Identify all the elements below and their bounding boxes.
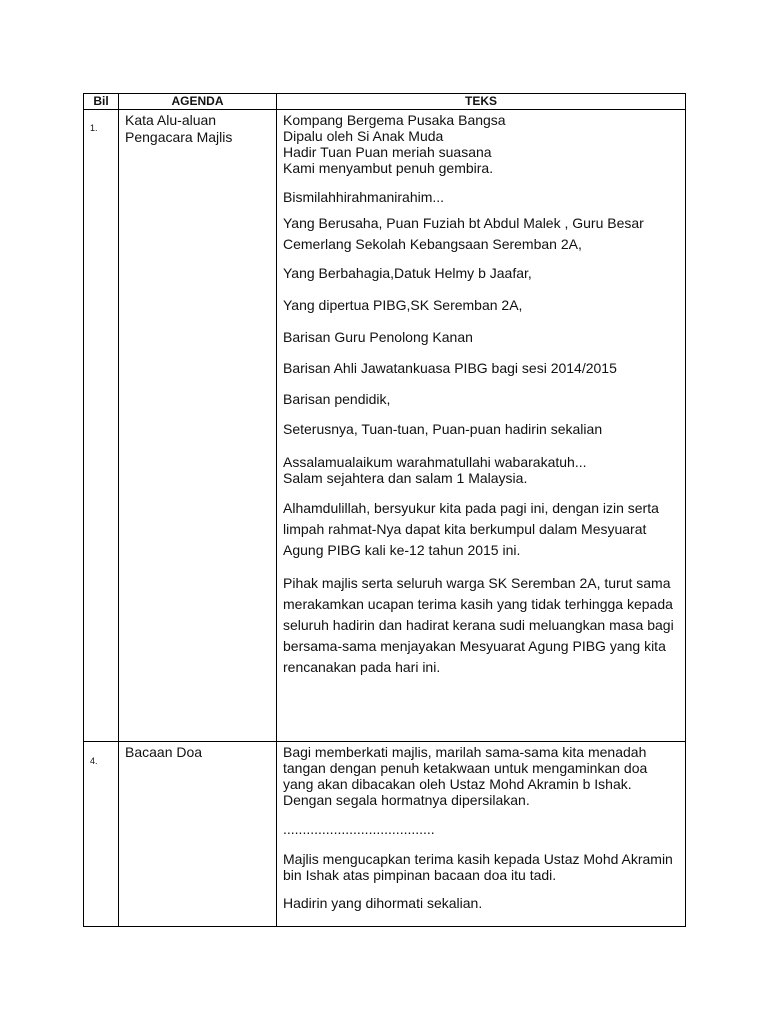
header-bil: Bil	[84, 94, 119, 110]
paragraph: Barisan Guru Penolong Kanan	[283, 329, 473, 345]
header-teks: TEKS	[277, 94, 686, 110]
paragraph: Pihak majlis serta seluruh warga SK Seremban 2A, turut sama merakamkan ucapan terima kasih yang tidak terhingga kepada seluruh hadirin dan hadirat kerana sudi meluangkan masa bagi bersama-sama menjayakan Mesyuarat Agung PIBG yang kita rencanakan pada hari ini.	[283, 575, 674, 675]
agenda-table	[83, 93, 686, 927]
header-agenda: AGENDA	[119, 94, 277, 110]
paragraph: Yang dipertua PIBG,SK Seremban 2A,	[283, 297, 523, 313]
verse-block	[283, 112, 681, 176]
paragraph: Alhamdulillah, bersyukur kita pada pagi ini, dengan izin serta limpah rahmat-Nya dapat kita berkumpul dalam Mesyuarat Agung PIBG kali ke-12 tahun 2015 ini.	[283, 500, 659, 558]
agenda-line: Kata Alu-aluan	[125, 112, 217, 128]
verse-line: Hadir Tuan Puan meriah suasana	[283, 144, 492, 160]
paragraph: Majlis mengucapkan terima kasih kepada Ustaz Mohd Akramin bin Ishak atas pimpinan bacaan doa itu tadi.	[283, 851, 673, 883]
agenda-line: Bacaan Doa	[125, 744, 203, 760]
paragraph: Barisan Ahli Jawatankuasa PIBG bagi sesi 2014/2015	[283, 360, 617, 376]
dotted-line: .......................................	[283, 821, 435, 837]
table-row	[84, 742, 686, 927]
paragraph: Yang Berusaha, Puan Fuziah bt Abdul Malek , Guru Besar Cemerlang Sekolah Kebangsaan Seremban 2A,	[283, 215, 644, 252]
paragraph: Bagi memberkati majlis, marilah sama-sama kita menadah tangan dengan penuh ketakwaan untuk mengaminkan doa yang akan dibacakan oleh Ustaz Mohd Akramin b Ishak. Dengan segala hormatnya dipersilakan.	[283, 744, 648, 808]
greeting-line: Assalamualaikum warahmatullahi wabarakatuh...	[283, 454, 587, 470]
paragraph: Barisan pendidik,	[283, 391, 391, 407]
teks-cell	[277, 110, 686, 742]
teks-cell	[277, 742, 686, 927]
agenda-cell	[119, 742, 277, 927]
agenda-line: Pengacara Majlis	[125, 129, 233, 145]
header-row	[84, 94, 686, 110]
verse-line: Dipalu oleh Si Anak Muda	[283, 128, 444, 144]
paragraph: Bismilahhirahmanirahim...	[283, 189, 445, 205]
paragraph: Yang Berbahagia,Datuk Helmy b Jaafar,	[283, 265, 532, 281]
verse-line: Kami menyambut penuh gembira.	[283, 160, 494, 176]
greeting-line: Salam sejahtera dan salam 1 Malaysia.	[283, 470, 528, 486]
agenda-cell	[119, 110, 277, 742]
verse-line: Kompang Bergema Pusaka Bangsa	[283, 112, 506, 128]
paragraph: Hadirin yang dihormati sekalian.	[283, 895, 483, 911]
greeting-block	[283, 454, 681, 486]
table-row	[84, 110, 686, 742]
row-number: 1.	[84, 110, 119, 742]
paragraph: Seterusnya, Tuan-tuan, Puan-puan hadirin sekalian	[283, 421, 603, 437]
row-number: 4.	[84, 742, 119, 927]
